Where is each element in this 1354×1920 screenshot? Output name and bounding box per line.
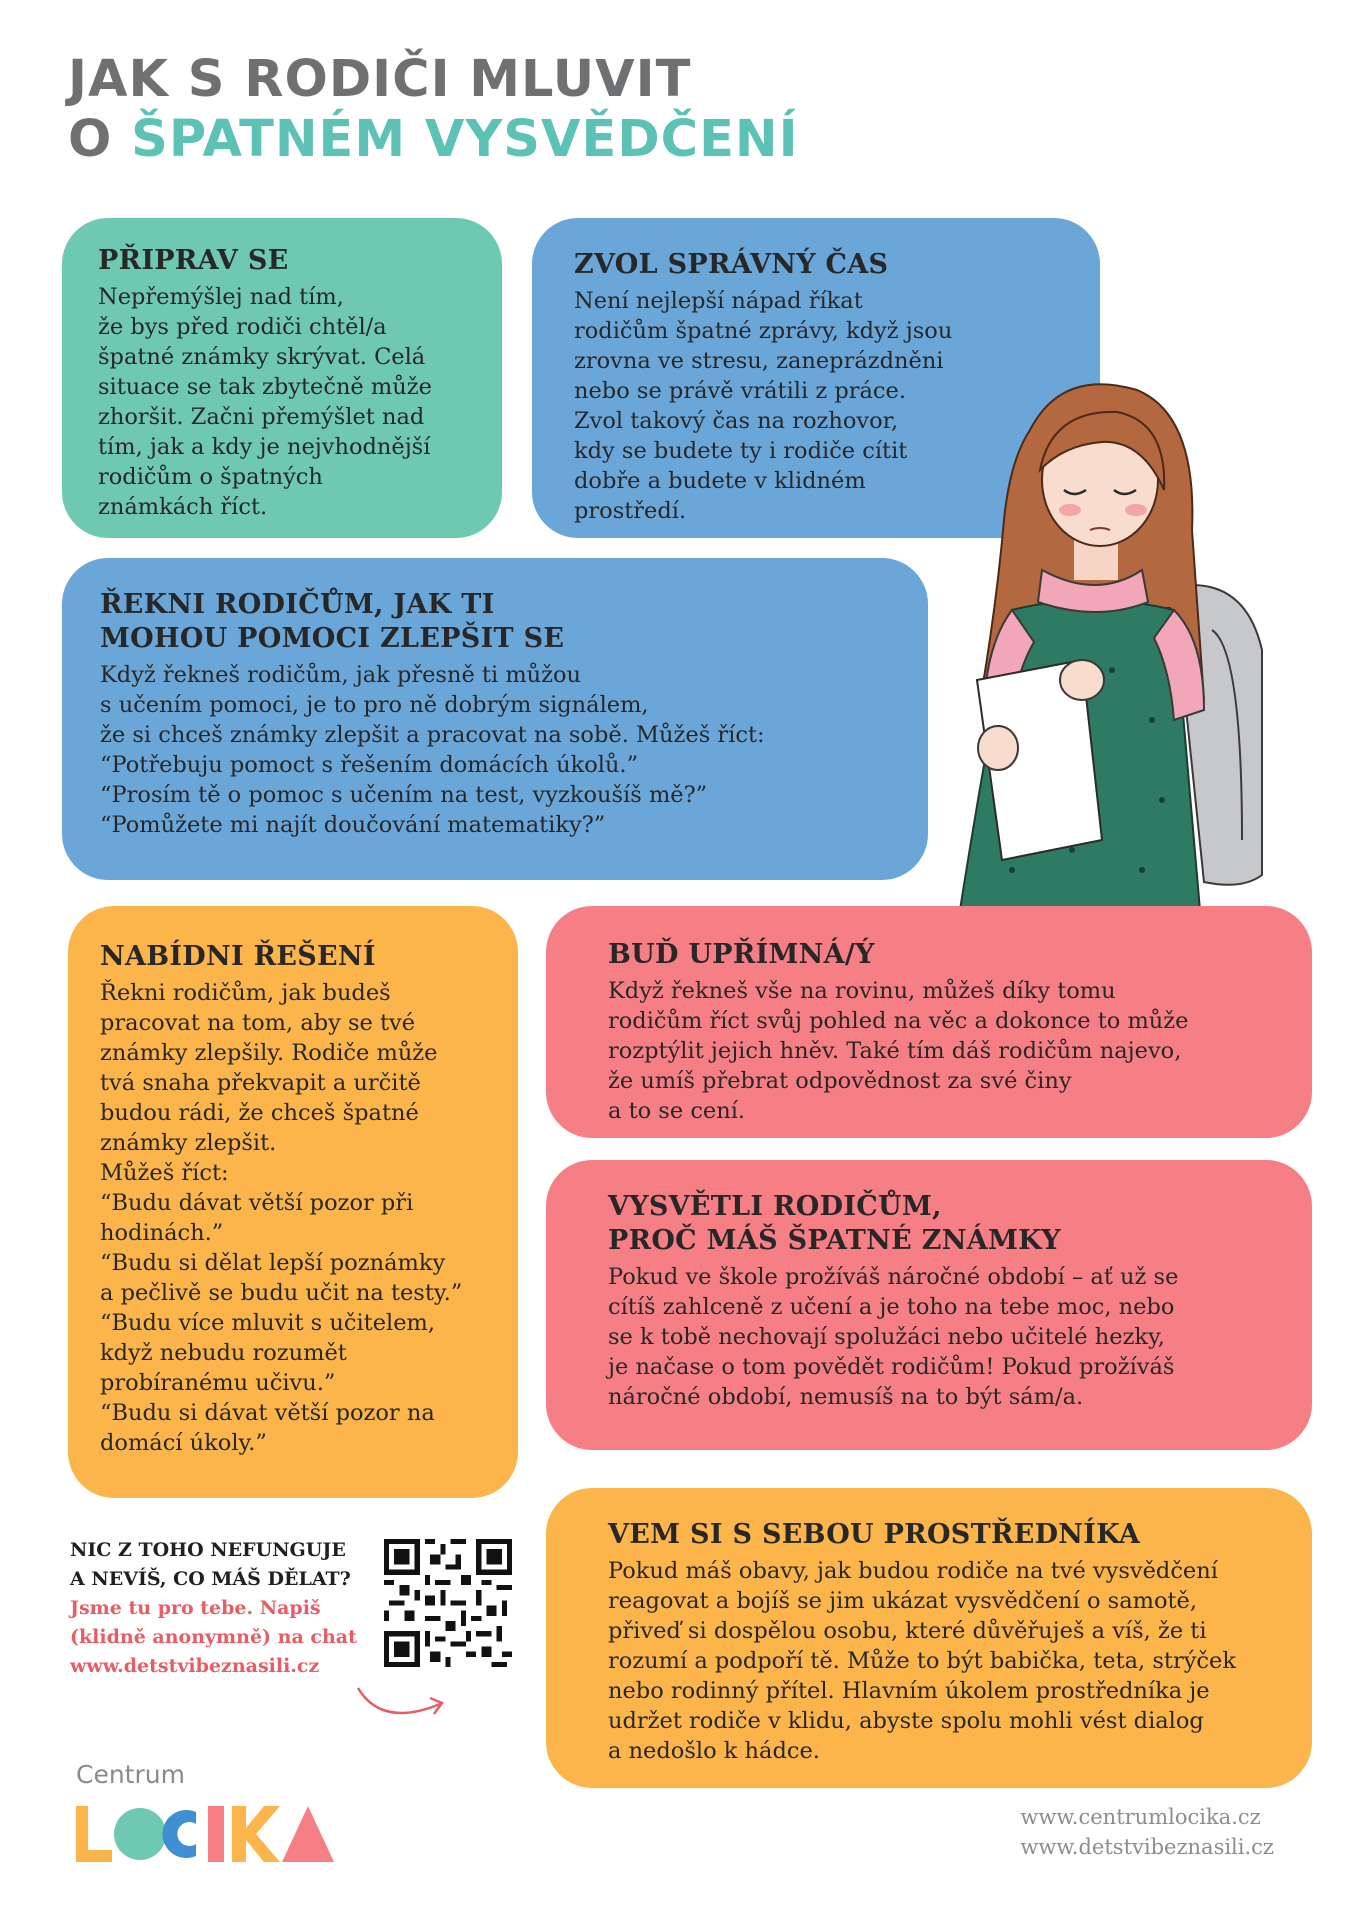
footer-link[interactable]: www.detstvibeznasili.cz <box>1020 1835 1274 1859</box>
card-help-body <box>100 660 892 840</box>
body-line: se k tobě nechovají spolužáci nebo učitelé hezky, <box>608 1324 1165 1350</box>
body-line: když nebudu rozumět <box>100 1340 347 1366</box>
body-line: a to se cení. <box>608 1098 746 1124</box>
body-line: Není nejlepší nápad říkat <box>574 288 863 314</box>
body-line: známky zlepšit. <box>100 1130 277 1156</box>
body-line: hodinách.” <box>100 1220 224 1246</box>
card-solution-heading: NABÍDNI ŘEŠENÍ <box>100 941 376 972</box>
card-honest-heading: BUĎ UPŘÍMNÁ/Ý <box>608 939 875 970</box>
body-line: Zvol takový čas na rozhovor, <box>574 408 899 434</box>
body-line: probíranému učivu.” <box>100 1370 336 1396</box>
body-line: pracovat na tom, aby se tvé <box>100 1010 416 1036</box>
body-line: “Budu si dělat lepší poznámky <box>100 1250 446 1276</box>
title-line-2 <box>68 110 799 170</box>
body-line: reagovat a bojíš se jim ukázat vysvědčení o samotě, <box>608 1588 1198 1614</box>
footer-link[interactable]: www.centrumlocika.cz <box>1020 1805 1261 1829</box>
body-line: s učením pomoci, je to pro ně dobrým signálem, <box>100 692 649 718</box>
card-honest <box>546 906 1312 1138</box>
cta-line: Jsme tu pro tebe. Napiš <box>70 1597 321 1619</box>
body-line: budou rádi, že chceš špatné <box>100 1100 419 1126</box>
card-prepare-heading: PŘIPRAV SE <box>98 245 289 276</box>
title-accent: ŠPATNÉM VYSVĚDČENÍ <box>131 110 799 169</box>
body-line: a pečlivě se budu učit na testy.” <box>100 1280 463 1306</box>
body-line: Řekni rodičům, jak budeš <box>100 980 391 1006</box>
cta-line: NIC Z TOHO NEFUNGUJE <box>70 1539 346 1561</box>
body-line: cítíš zahlceně z učení a je toho na tebe moc, nebo <box>608 1294 1175 1320</box>
body-line: domácí úkoly.” <box>100 1430 267 1456</box>
title-prefix: O <box>68 110 132 169</box>
body-line: “Budu si dávat větší pozor na <box>100 1400 435 1426</box>
curved-arrow-icon <box>352 1680 452 1730</box>
body-line: Nepřemýšlej nad tím, <box>98 284 344 310</box>
card-time-heading: ZVOL SPRÁVNÝ ČAS <box>574 249 889 280</box>
body-line: zrovna ve stresu, zaneprázdněni <box>574 348 944 374</box>
card-help-heading-line: ŘEKNI RODIČŮM, JAK TI <box>100 589 495 620</box>
card-explain <box>546 1160 1312 1450</box>
body-line: rozptýlit jejich hněv. Také tím dáš rodičům najevo, <box>608 1038 1182 1064</box>
card-help-heading <box>100 588 892 656</box>
body-line: rodičům špatné zprávy, když jsou <box>574 318 953 344</box>
body-line: tvá snaha překvapit a určitě <box>100 1070 421 1096</box>
card-help <box>62 558 928 880</box>
card-mediator <box>546 1488 1312 1788</box>
body-line: “Budu dávat větší pozor při <box>100 1190 414 1216</box>
body-line: Pokud máš obavy, jak budou rodiče na tvé vysvědčení <box>608 1558 1218 1584</box>
body-line: Pokud ve škole prožíváš náročné období – ať už se <box>608 1264 1179 1290</box>
body-line: tím, jak a kdy je nejvhodnější <box>98 434 431 460</box>
body-line: “Pomůžete mi najít doučování matematiky?” <box>100 812 606 838</box>
card-solution-body <box>100 978 482 1458</box>
body-line: “Potřebuju pomoct s řešením domácích úkolů.” <box>100 752 639 778</box>
body-line: “Prosím tě o pomoc s učením na test, vyzkoušíš mě?” <box>100 782 708 808</box>
body-line: že si chceš známky zlepšit a pracovat na sobě. Můžeš říct: <box>100 722 765 748</box>
body-line: známky zlepšily. Rodiče může <box>100 1040 438 1066</box>
logo-word: Centrum <box>76 1760 185 1789</box>
girl-with-report-illustration <box>942 370 1272 910</box>
card-explain-heading <box>608 1190 1276 1258</box>
footer-links <box>1020 1802 1274 1862</box>
body-line: Když řekneš rodičům, jak přesně ti můžou <box>100 662 582 688</box>
body-line: rodičům říct svůj pohled na věc a dokonce to může <box>608 1008 1189 1034</box>
page-title <box>68 50 799 170</box>
body-line: kdy se budete ty i rodiče cítit <box>574 438 908 464</box>
locika-logo-icon <box>76 1806 336 1862</box>
cta-line: (klidně anonymně) na chat <box>70 1626 357 1648</box>
body-line: nebo se právě vrátili z práce. <box>574 378 906 404</box>
card-prepare-body <box>98 282 466 522</box>
qr-code-icon[interactable] <box>384 1539 512 1667</box>
card-solution <box>68 906 518 1498</box>
body-line: “Budu více mluvit s učitelem, <box>100 1310 436 1336</box>
card-explain-heading-line: VYSVĚTLI RODIČŮM, <box>608 1191 942 1222</box>
body-line: že umíš přebrat odpovědnost za své činy <box>608 1068 1072 1094</box>
card-explain-body <box>608 1262 1276 1412</box>
card-mediator-body <box>608 1556 1276 1766</box>
body-line: že bys před rodiči chtěl/a <box>98 314 387 340</box>
card-honest-body <box>608 976 1276 1126</box>
cta-line: A NEVÍŠ, CO MÁŠ DĚLAT? <box>70 1568 351 1590</box>
card-prepare <box>62 218 502 538</box>
body-line: nebo rodinný přítel. Hlavním úkolem prostředníka je <box>608 1678 1210 1704</box>
card-mediator-heading: VEM SI S SEBOU PROSTŘEDNÍKA <box>608 1519 1141 1550</box>
body-line: prostředí. <box>574 498 687 524</box>
body-line: Můžeš říct: <box>100 1160 229 1186</box>
body-line: je načase o tom povědět rodičům! Pokud prožíváš <box>608 1354 1175 1380</box>
body-line: známkách říct. <box>98 494 268 520</box>
body-line: rodičům o špatných <box>98 464 323 490</box>
body-line: a nedošlo k hádce. <box>608 1738 820 1764</box>
body-line: náročné období, nemusíš na to být sám/a. <box>608 1384 1084 1410</box>
body-line: situace se tak zbytečně může <box>98 374 432 400</box>
card-help-heading-line: MOHOU POMOCI ZLEPŠIT SE <box>100 623 565 654</box>
help-call-to-action <box>70 1536 357 1681</box>
body-line: přiveď si dospělou osobu, které důvěřuješ a víš, že ti <box>608 1618 1207 1644</box>
body-line: rozumí a podpoří tě. Může to být babička, teta, strýček <box>608 1648 1236 1674</box>
title-line-1: JAK S RODIČI MLUVIT <box>68 50 692 109</box>
body-line: Když řekneš vše na rovinu, můžeš díky tomu <box>608 978 1116 1004</box>
body-line: zhoršit. Začni přemýšlet nad <box>98 404 425 430</box>
body-line: špatné známky skrývat. Celá <box>98 344 426 370</box>
card-explain-heading-line: PROČ MÁŠ ŠPATNÉ ZNÁMKY <box>608 1225 1061 1256</box>
body-line: dobře a budete v klidném <box>574 468 866 494</box>
chat-link[interactable]: www.detstvibeznasili.cz <box>70 1655 320 1677</box>
body-line: udržet rodiče v klidu, abyste spolu mohli vést dialog <box>608 1708 1204 1734</box>
